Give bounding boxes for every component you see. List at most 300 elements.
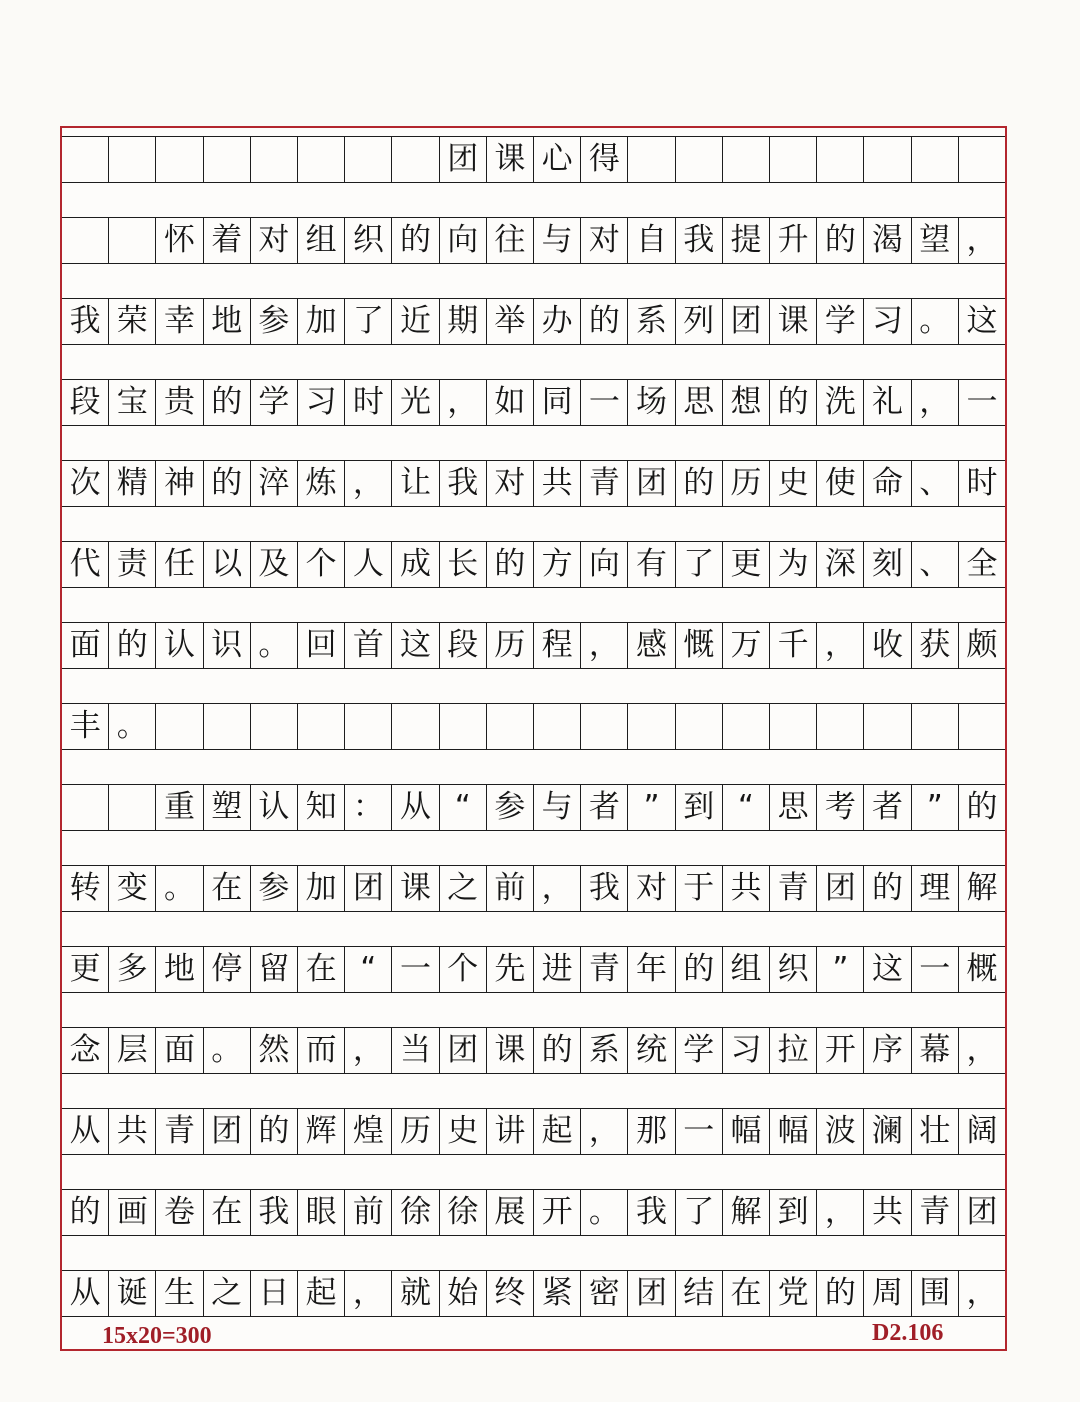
paper-code-label: D2.106: [872, 1320, 944, 1346]
grid-cell: 青: [770, 866, 817, 911]
grid-cell: [345, 137, 392, 182]
grid-cell: 团: [966, 1194, 998, 1230]
grid-cell: 史: [770, 461, 817, 506]
grid-cell: 变: [109, 866, 156, 911]
grid-cell: [864, 137, 911, 182]
grid-cell: 日: [251, 1271, 298, 1316]
grid-cell: [156, 704, 203, 749]
grid-cell: [392, 704, 439, 749]
grid-cell: ，: [440, 380, 487, 425]
grid-cell: 向: [581, 542, 628, 587]
grid-cell: 念: [62, 1028, 109, 1073]
grid-cell: 得: [581, 137, 628, 182]
grid-cell: 当: [392, 1028, 439, 1073]
grid-cell: 习: [723, 1028, 770, 1073]
grid-cell: 这: [392, 623, 439, 668]
grid-cell: 的: [864, 866, 911, 911]
grid-cell: 。: [204, 1028, 251, 1073]
grid-cell: 阔: [966, 1113, 998, 1149]
grid-cell: 办: [534, 299, 581, 344]
grid-cell: 我: [581, 866, 628, 911]
grid-cell: 怀: [156, 218, 203, 263]
grid-cell: 课: [487, 1028, 534, 1073]
grid-row: [62, 298, 1005, 345]
grid-cell: 列: [676, 299, 723, 344]
grid-cell: 识: [204, 623, 251, 668]
grid-cell: 认: [251, 785, 298, 830]
grid-cell: 解: [966, 870, 998, 906]
grid-cell: 自: [628, 218, 675, 263]
grid-cell: 升: [770, 218, 817, 263]
grid-cell: [204, 704, 251, 749]
grid-cell: 全: [966, 546, 998, 582]
grid-cell: 在: [204, 1190, 251, 1235]
grid-cell: ，: [966, 1275, 998, 1311]
grid-cell: [534, 704, 581, 749]
grid-cell: 、: [912, 542, 959, 587]
grid-cell: ，: [345, 461, 392, 506]
grid-cell: 万: [723, 623, 770, 668]
grid-cell: 如: [487, 380, 534, 425]
grid-cell: 千: [770, 623, 817, 668]
grid-cell: 徐: [440, 1190, 487, 1235]
grid-cell: ，: [912, 380, 959, 425]
grid-cell: [109, 785, 156, 830]
grid-cell: [864, 704, 911, 749]
grid-cell: 停: [204, 947, 251, 992]
grid-cell: 我: [676, 218, 723, 263]
grid-cell: ，: [966, 222, 998, 258]
grid-row: [62, 1108, 1005, 1155]
grid-cell: ”: [628, 785, 675, 830]
grid-cell: ，: [817, 623, 864, 668]
grid-cell: 幅: [723, 1109, 770, 1154]
grid-cell: 想: [723, 380, 770, 425]
grid-cell: 解: [723, 1190, 770, 1235]
grid-cell: [345, 704, 392, 749]
grid-cell: [251, 137, 298, 182]
grid-cell: 壮: [912, 1109, 959, 1154]
grid-cell: [109, 218, 156, 263]
grid-cell: 之: [440, 866, 487, 911]
grid-cell: 理: [912, 866, 959, 911]
grid-cell: 人: [345, 542, 392, 587]
grid-cell: 多: [109, 947, 156, 992]
grid-cell: 的: [392, 218, 439, 263]
grid-cell: 近: [392, 299, 439, 344]
writing-grid-paper: [60, 126, 1007, 1351]
grid-cell: 团: [440, 1028, 487, 1073]
grid-cell: ，: [345, 1028, 392, 1073]
grid-cell: 认: [156, 623, 203, 668]
grid-cell: 开: [534, 1190, 581, 1235]
grid-cell: 这: [966, 303, 998, 339]
grid-row: [62, 541, 1005, 588]
grid-cell: 围: [912, 1271, 959, 1316]
grid-cell: [62, 785, 109, 830]
grid-cell: 拉: [770, 1028, 817, 1073]
grid-cell: 与: [534, 785, 581, 830]
grid-cell: 的: [770, 380, 817, 425]
grid-cell: 一: [392, 947, 439, 992]
grid-cell: 团: [817, 866, 864, 911]
grid-cell: 层: [109, 1028, 156, 1073]
grid-cell: 与: [534, 218, 581, 263]
grid-cell: 课: [392, 866, 439, 911]
grid-cell: 精: [109, 461, 156, 506]
grid-cell: 统: [628, 1028, 675, 1073]
grid-cell: 对: [251, 218, 298, 263]
grid-cell: 。: [912, 299, 959, 344]
grid-cell: 团: [723, 299, 770, 344]
grid-cell: 段: [62, 380, 109, 425]
grid-cell: 个: [298, 542, 345, 587]
grid-cell: [251, 704, 298, 749]
grid-cell: 丰: [62, 704, 109, 749]
grid-cell: 荣: [109, 299, 156, 344]
grid-cell: 的: [204, 380, 251, 425]
grid-cell: 知: [298, 785, 345, 830]
grid-cell: 场: [628, 380, 675, 425]
grid-cell: “: [440, 785, 487, 830]
grid-cell: [628, 137, 675, 182]
grid-cell: 向: [440, 218, 487, 263]
grid-cell: 到: [676, 785, 723, 830]
grid-cell: 颇: [966, 627, 998, 663]
grid-row: [62, 1027, 1005, 1074]
grid-cell: 在: [204, 866, 251, 911]
grid-cell: 终: [487, 1271, 534, 1316]
grid-cell: 地: [156, 947, 203, 992]
grid-cell: [298, 137, 345, 182]
grid-cell: 年: [628, 947, 675, 992]
grid-cell: 考: [817, 785, 864, 830]
grid-cell: 的: [534, 1028, 581, 1073]
grid-cell: 塑: [204, 785, 251, 830]
grid-cell: 的: [62, 1190, 109, 1235]
grid-cell: 深: [817, 542, 864, 587]
grid-cell: 波: [817, 1109, 864, 1154]
grid-cell: ，: [534, 866, 581, 911]
grid-cell: ，: [581, 623, 628, 668]
grid-cell: 就: [392, 1271, 439, 1316]
grid-cell: 周: [864, 1271, 911, 1316]
grid-cell: 同: [534, 380, 581, 425]
grid-cell: [676, 704, 723, 749]
grid-row: [62, 379, 1005, 426]
grid-cell: 讲: [487, 1109, 534, 1154]
grid-cell: 之: [204, 1271, 251, 1316]
grid-cell: 前: [487, 866, 534, 911]
grid-cell: 对: [581, 218, 628, 263]
grid-cell: 徐: [392, 1190, 439, 1235]
grid-cell: 心: [534, 137, 581, 182]
grid-row: [62, 946, 1005, 993]
grid-cell: 我: [440, 461, 487, 506]
grid-cell: 有: [628, 542, 675, 587]
grid-cell: 在: [723, 1271, 770, 1316]
grid-cell: 我: [62, 299, 109, 344]
grid-cell: 以: [204, 542, 251, 587]
grid-cell: [440, 704, 487, 749]
grid-cell: 段: [440, 623, 487, 668]
grid-cell: 而: [298, 1028, 345, 1073]
grid-cell: 方: [534, 542, 581, 587]
grid-cell: 共: [534, 461, 581, 506]
grid-cell: 次: [62, 461, 109, 506]
grid-cell: 团: [628, 461, 675, 506]
grid-cell: 望: [912, 218, 959, 263]
grid-cell: 。: [156, 866, 203, 911]
grid-cell: 青: [156, 1109, 203, 1154]
grid-cell: [204, 137, 251, 182]
grid-cell: 这: [864, 947, 911, 992]
grid-cell: [817, 137, 864, 182]
grid-row: [62, 865, 1005, 912]
grid-cell: 及: [251, 542, 298, 587]
grid-cell: 生: [156, 1271, 203, 1316]
grid-cell: 洗: [817, 380, 864, 425]
grid-cell: 的: [487, 542, 534, 587]
grid-cell: 学: [251, 380, 298, 425]
grid-cell: 一: [676, 1109, 723, 1154]
grid-cell: 了: [676, 542, 723, 587]
grid-cell: 了: [345, 299, 392, 344]
grid-cell: 神: [156, 461, 203, 506]
grid-cell: 组: [298, 218, 345, 263]
grid-cell: ”: [817, 947, 864, 992]
grid-cell: 序: [864, 1028, 911, 1073]
grid-cell: 更: [723, 542, 770, 587]
grid-cell: 刻: [864, 542, 911, 587]
grid-cell: 始: [440, 1271, 487, 1316]
grid-cell: 回: [298, 623, 345, 668]
grid-cell: 幸: [156, 299, 203, 344]
grid-cell: 者: [581, 785, 628, 830]
grid-cell: 团: [440, 137, 487, 182]
grid-cell: 往: [487, 218, 534, 263]
grid-cell: 澜: [864, 1109, 911, 1154]
grid-cell: 转: [62, 866, 109, 911]
grid-cell: 获: [912, 623, 959, 668]
grid-cell: 。: [109, 704, 156, 749]
grid-cell: 那: [628, 1109, 675, 1154]
grid-cell: 在: [298, 947, 345, 992]
grid-row: [62, 784, 1005, 831]
grid-cell: 从: [62, 1109, 109, 1154]
grid-cell: 面: [62, 623, 109, 668]
grid-cell: 前: [345, 1190, 392, 1235]
grid-cell: 画: [109, 1190, 156, 1235]
grid-cell: 期: [440, 299, 487, 344]
grid-cell: ，: [817, 1190, 864, 1235]
grid-cell: 淬: [251, 461, 298, 506]
grid-cell: 感: [628, 623, 675, 668]
grid-cell: 、: [912, 461, 959, 506]
grid-cell: 重: [156, 785, 203, 830]
grid-cell: [392, 137, 439, 182]
grid-cell: 课: [770, 299, 817, 344]
grid-cell: 辉: [298, 1109, 345, 1154]
grid-cell: 学: [817, 299, 864, 344]
grid-cell: 更: [62, 947, 109, 992]
grid-cell: 概: [966, 951, 998, 987]
grid-cell: [770, 137, 817, 182]
grid-cell: 我: [628, 1190, 675, 1235]
grid-cell: [676, 137, 723, 182]
grid-cell: 织: [345, 218, 392, 263]
grid-cell: 留: [251, 947, 298, 992]
grid-cell: 的: [676, 461, 723, 506]
grid-cell: 程: [534, 623, 581, 668]
grid-cell: [723, 137, 770, 182]
grid-cell: 命: [864, 461, 911, 506]
grid-cell: [109, 137, 156, 182]
grid-cell: 渴: [864, 218, 911, 263]
grid-cell: 共: [864, 1190, 911, 1235]
grid-cell: 为: [770, 542, 817, 587]
grid-cell: 的: [204, 461, 251, 506]
grid-cell: ”: [912, 785, 959, 830]
grid-cell: 史: [440, 1109, 487, 1154]
grid-cell: 组: [723, 947, 770, 992]
grid-cell: 先: [487, 947, 534, 992]
grid-cell: 紧: [534, 1271, 581, 1316]
grid-cell: 对: [487, 461, 534, 506]
grid-cell: [723, 704, 770, 749]
grid-cell: 共: [723, 866, 770, 911]
grid-cell: ：: [345, 785, 392, 830]
grid-row: [62, 1270, 1005, 1317]
grid-cell: 诞: [109, 1271, 156, 1316]
grid-cell: 责: [109, 542, 156, 587]
grid-cell: 青: [912, 1190, 959, 1235]
grid-cell: 贵: [156, 380, 203, 425]
grid-row: [62, 460, 1005, 507]
grid-cell: 的: [109, 623, 156, 668]
grid-cell: 个: [440, 947, 487, 992]
grid-cell: 一: [966, 384, 998, 420]
grid-cell: 对: [628, 866, 675, 911]
grid-cell: [628, 704, 675, 749]
grid-cell: 的: [676, 947, 723, 992]
grid-cell: 团: [345, 866, 392, 911]
grid-cell: 宝: [109, 380, 156, 425]
grid-cell: [770, 704, 817, 749]
grid-cell: [959, 137, 1005, 182]
grid-cell: 卷: [156, 1190, 203, 1235]
grid-cell: 的: [251, 1109, 298, 1154]
grid-cell: 团: [628, 1271, 675, 1316]
grid-cell: 团: [204, 1109, 251, 1154]
grid-cell: 代: [62, 542, 109, 587]
grid-cell: 展: [487, 1190, 534, 1235]
grid-row: [62, 217, 1005, 264]
grid-cell: 习: [864, 299, 911, 344]
grid-cell: 的: [966, 789, 998, 825]
grid-cell: 礼: [864, 380, 911, 425]
grid-cell: 了: [676, 1190, 723, 1235]
grid-cell: 从: [62, 1271, 109, 1316]
grid-cell: 炼: [298, 461, 345, 506]
grid-cell: 首: [345, 623, 392, 668]
grid-cell: 历: [487, 623, 534, 668]
grid-cell: 加: [298, 299, 345, 344]
grid-cell: 参: [487, 785, 534, 830]
grid-cell: 提: [723, 218, 770, 263]
grid-cell: 者: [864, 785, 911, 830]
grid-cell: 系: [581, 1028, 628, 1073]
grid-cell: 于: [676, 866, 723, 911]
grid-cell: 参: [251, 866, 298, 911]
grid-cell: [487, 704, 534, 749]
grid-cell: 光: [392, 380, 439, 425]
grid-cell: 起: [298, 1271, 345, 1316]
grid-cell: 我: [251, 1190, 298, 1235]
grid-cell: [817, 704, 864, 749]
grid-cell: [62, 137, 109, 182]
grid-cell: 密: [581, 1271, 628, 1316]
grid-cell: 共: [109, 1109, 156, 1154]
grid-cell: [156, 137, 203, 182]
grid-cell: 加: [298, 866, 345, 911]
grid-cell: 然: [251, 1028, 298, 1073]
grid-cell: 到: [770, 1190, 817, 1235]
grid-cell: 历: [392, 1109, 439, 1154]
grid-cell: 幅: [770, 1109, 817, 1154]
grid-cell: 地: [204, 299, 251, 344]
grid-cell: ，: [581, 1109, 628, 1154]
grid-cell: 进: [534, 947, 581, 992]
grid-cell: 慨: [676, 623, 723, 668]
grid-cell: 的: [581, 299, 628, 344]
grid-cell: 的: [817, 1271, 864, 1316]
grid-cell: 。: [581, 1190, 628, 1235]
grid-cell: [581, 704, 628, 749]
grid-cell: 时: [966, 465, 998, 501]
grid-cell: 一: [912, 947, 959, 992]
grid-cell: 长: [440, 542, 487, 587]
grid-row: [62, 136, 1005, 183]
grid-cell: 思: [770, 785, 817, 830]
grid-cell: 收: [864, 623, 911, 668]
grid-cell: 面: [156, 1028, 203, 1073]
grid-cell: 的: [817, 218, 864, 263]
grid-cell: ，: [345, 1271, 392, 1316]
grid-cell: 习: [298, 380, 345, 425]
grid-cell: 成: [392, 542, 439, 587]
grid-cell: ，: [966, 1032, 998, 1068]
grid-cell: 青: [581, 461, 628, 506]
grid-cell: 眼: [298, 1190, 345, 1235]
grid-cell: 一: [581, 380, 628, 425]
grid-cell: 青: [581, 947, 628, 992]
grid-cell: 从: [392, 785, 439, 830]
grid-cell: 开: [817, 1028, 864, 1073]
grid-cell: 时: [345, 380, 392, 425]
grid-cell: 着: [204, 218, 251, 263]
grid-cell: “: [345, 947, 392, 992]
grid-row: [62, 703, 1005, 750]
grid-cell: 历: [723, 461, 770, 506]
grid-cell: 课: [487, 137, 534, 182]
grid-cell: 幕: [912, 1028, 959, 1073]
grid-cell: 思: [676, 380, 723, 425]
grid-cell: 使: [817, 461, 864, 506]
grid-cell: 参: [251, 299, 298, 344]
grid-cell: 系: [628, 299, 675, 344]
grid-cell: 让: [392, 461, 439, 506]
